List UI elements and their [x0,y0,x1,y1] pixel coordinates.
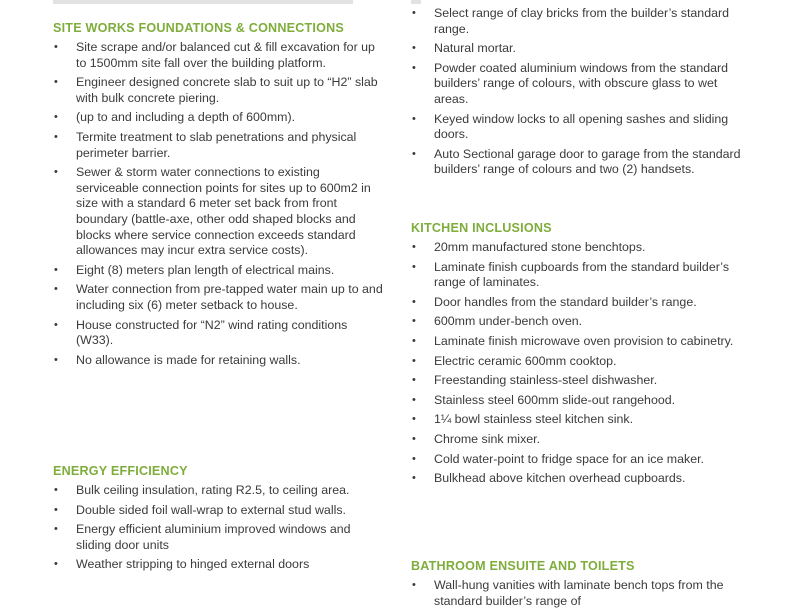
bullet-icon: • [412,315,416,328]
kitchen-section [411,220,751,491]
list-item-text: Keyed window locks to all opening sashes and sliding doors. [434,111,729,142]
list-item [53,353,383,369]
bullet-icon: • [54,76,58,89]
list-item-text: Site scrape and/or balanced cut & fill excavation for up to 1500mm site fall over the building platform. [76,40,375,70]
list-item-text: Stainless steel 600mm slide-out rangehood. [434,392,676,407]
list-item-text: Bulkhead above kitchen overhead cupboards. [434,471,686,486]
bullet-icon: • [54,318,58,331]
list-item [411,452,751,468]
list-item [411,412,751,428]
bullet-icon: • [412,432,416,445]
list-item-text: House constructed for “N2” wind rating conditions (W33). [76,317,348,348]
list-item-text: Chrome sink mixer. [434,431,541,446]
list-item [53,130,383,161]
bullet-icon: • [54,41,58,53]
site-works-list [53,40,383,368]
bullet-icon: • [412,7,416,19]
list-item [53,282,383,313]
bullet-icon: • [412,147,416,160]
bullet-icon: • [412,579,416,591]
bullet-icon: • [412,393,416,406]
energy-list [53,483,383,573]
list-item [411,112,751,143]
list-item [53,522,383,553]
bullet-icon: • [412,112,416,125]
top-rule-left [53,0,353,4]
list-item [411,147,751,178]
list-item [53,40,383,71]
bullet-icon: • [54,484,58,496]
bullet-icon: • [412,295,416,308]
list-item-text: Weather stripping to hinged external doors [76,557,310,572]
list-item-text: Eight (8) meters plan length of electrical mains. [76,262,335,277]
bullet-icon: • [54,558,58,571]
bullet-icon: • [412,472,416,485]
list-item-text: Cold water-point to fridge space for an ice maker. [434,451,704,466]
site-works-heading: SITE WORKS FOUNDATIONS & CONNECTIONS [53,21,345,35]
list-item-text: 600mm under-bench oven. [434,314,583,329]
list-item [53,557,383,573]
list-item-text: Laminate finish microwave oven provision to cabinetry. [434,333,734,348]
bullet-icon: • [54,111,58,124]
bullet-icon: • [412,452,416,465]
list-item-text: Wall-hung vanities with laminate bench tops from the standard builder’s range of [434,578,724,608]
bullet-icon: • [54,263,58,276]
list-item-text: (up to and including a depth of 600mm). [76,110,296,125]
list-item-text: Freestanding stainless-steel dishwasher. [434,373,658,388]
list-item [53,165,383,259]
bullet-icon: • [412,334,416,347]
bullet-icon: • [412,354,416,367]
bullet-icon: • [54,353,58,366]
bullet-icon: • [54,166,58,179]
list-item [53,263,383,279]
energy-section [53,463,383,577]
list-item-text: Auto Sectional garage door to garage from the standard builders’ range of colours and two (2) handsets. [434,146,741,177]
list-item-text: Double sided foil wall-wrap to external stud walls. [76,502,346,517]
bullet-icon: • [54,130,58,143]
bullet-icon: • [412,413,416,426]
list-item [411,295,751,311]
list-item [411,432,751,448]
bullet-icon: • [54,523,58,536]
external-list [411,6,751,178]
list-item [411,6,751,37]
list-item [53,110,383,126]
list-item-text: Engineer designed concrete slab to suit up to “H2” slab with bulk concrete piering. [76,75,378,105]
list-item-text: No allowance is made for retaining walls. [76,352,301,367]
bullet-icon: • [412,61,416,74]
kitchen-heading: KITCHEN INCLUSIONS [411,221,552,235]
list-item [411,471,751,487]
external-section [411,6,751,182]
site-works-section [53,20,383,372]
list-item-text: Bulk ceiling insulation, rating R2.5, to ceiling area. [76,483,350,497]
list-item [411,373,751,389]
list-item [411,393,751,409]
list-item-text: Electric ceramic 600mm cooktop. [434,353,617,368]
kitchen-list [411,240,751,487]
list-item-text: Sewer & storm water connections to existing serviceable connection points for sites up to 600m2 in size with a standard 6 meter set back from front boundary (battle-axe, other odd shaped blocks and blocks where service connection exceeds standard allowances may incur extra service costs). [76,165,371,258]
list-item [411,334,751,350]
list-item [53,75,383,106]
list-item-text: Energy efficient aluminium improved windows and sliding door units [76,522,351,552]
list-item-text: Door handles from the standard builder’s range. [434,294,697,309]
top-rule-right [411,0,421,4]
list-item [411,41,751,57]
list-item [411,240,751,256]
bullet-icon: • [54,503,58,516]
bullet-icon: • [412,241,416,253]
bullet-icon: • [54,283,58,296]
list-item-text: Powder coated aluminium windows from the standard builders’ range of colours, with obscure glass to wet areas. [434,60,729,106]
bullet-icon: • [412,374,416,387]
bathroom-list [411,578,751,609]
list-item [53,483,383,499]
bullet-icon: • [412,42,416,55]
list-item-text: Water connection from pre-tapped water main up to and including six (6) meter setback to house. [76,282,383,312]
list-item-text: Select range of clay bricks from the builder’s standard range. [434,6,729,36]
list-item-text: 20mm manufactured stone benchtops. [434,240,646,254]
bathroom-heading: BATHROOM ENSUITE AND TOILETS [411,559,635,573]
list-item-text: Laminate finish cupboards from the standard builder’s range of laminates. [434,259,730,290]
list-item [53,503,383,519]
energy-heading: ENERGY EFFICIENCY [53,464,188,478]
list-item-text: 1¼ bowl stainless steel kitchen sink. [434,412,634,427]
list-item [411,260,751,291]
list-item-text: Termite treatment to slab penetrations and physical perimeter barrier. [76,129,357,160]
list-item [411,314,751,330]
list-item [411,578,751,609]
list-item [411,354,751,370]
bathroom-section [411,558,751,613]
bullet-icon: • [412,260,416,273]
list-item [53,318,383,349]
list-item-text: Natural mortar. [434,41,516,56]
list-item [411,61,751,108]
